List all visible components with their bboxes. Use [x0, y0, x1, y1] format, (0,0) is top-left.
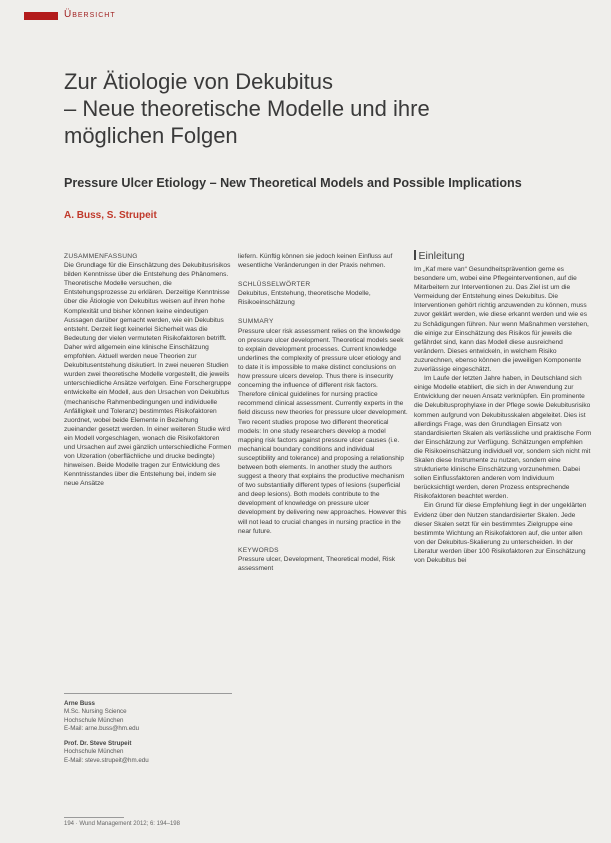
introduction-heading	[414, 250, 592, 263]
keywords-de-heading: SCHLÜSSELWÖRTER	[238, 281, 311, 289]
introduction-paragraph: Ein Grund für diese Empfehlung liegt in der ungeklärten Evidenz über den Nutzen standardisierter Skalen. Jede dieser Skalen setzt für ein bestimmtes Zielgruppe eine bestimmte Wichtung an Risikofaktoren auf, die unter allen von der Dekubitus-Skalierung zu unterscheiden. In der Literatur werden über 100 Risikofaktoren zur Einschätzung von Dekubitus bei	[414, 502, 587, 564]
affiliation-line: Hochschule München	[64, 748, 124, 756]
affiliation-name: Prof. Dr. Steve Strupeit	[64, 740, 132, 747]
column-summary	[238, 252, 408, 573]
introduction-paragraph: Im „Kaf mere van“ Gesundheitsprävention gerne es besondere um, wobei eine Pflegeinterventionen, auf die Mitarbeitern zur Interventionen zu. Das Ziel ist um die Vermeidung der Entstehung eines Dekubitus. Die Interventionen gehört richtig anzuwenden zu können, muss zuvor geklärt werden, wie diese erkannt werden und wie es zu Schädigungen führen. Nur wenn Maßnahmen verstehen, die einige zur Einschätzung des Risikos für jeweils die gefährdet sind, kann das Modell diese ausreichend verändern. Dieses entwickeln, in welchem Risiko zuzurechnen, ebenso können die jeweiligen Komponente zuverlässige eingeschätzt.	[414, 266, 589, 374]
section-marker	[24, 12, 58, 20]
section-label: Übersicht	[64, 9, 116, 20]
column-abstract-de	[64, 252, 232, 488]
abstract-continued: liefern. Künftig können sie jedoch keinen Einfluss auf wesentliche Veränderungen in der Praxis nehmen.	[238, 253, 393, 270]
title-line: – Neue theoretische Modelle und ihre	[64, 96, 430, 121]
affiliation-divider	[64, 693, 232, 694]
affiliation-line: M.Sc. Nursing Science	[64, 708, 127, 716]
keywords-en: Pressure ulcer, Development, Theoretical model, Risk assessment	[238, 555, 396, 572]
abstract-heading: ZUSAMMENFASSUNG	[64, 253, 138, 260]
summary-text: Pressure ulcer risk assessment relies on the knowledge on pressure ulcer development. Theoretical models seek to explain development processes. Current knowledge underlines the complexity of pressure ulcer etiology and to date it is impossible to make distinct conclusions on how pressure ulcers develop. Thus there is insecurity concerning the influence of different risk factors. Therefore clinical guidelines for nursing practice recommend clinical assessment. Currently experts in the field discuss new theories for pressure ulcer development. Two recent studies propose two different theoretical models: In one study researchers develop a model mapping risk factors against pressure ulcer causes (i.e. mechanical boundary conditions and individual susceptibility and tolerance) and proposing a relationship between both elements. In another study the authors suggest a theory that explains the productive mechanism of two substantially different types of lesions (superficial and deep lesions). Both models contribute to the development of knowledge on pressure ulcer development by delivering new approaches. However this will not lead to crucial changes in nursing practice in the near future.	[238, 327, 408, 535]
affiliation-line: Hochschule München	[64, 716, 124, 724]
column-introduction	[414, 250, 592, 565]
summary-heading: SUMMARY	[238, 318, 274, 326]
introduction-paragraph: Im Laufe der letzten Jahre haben, in Deutschland sich einige Modelle etabliert, die sich in der Anwendung zur Entwicklung der neuen Ansatz verknüpfen. Ein prominente die Dekubitusprophylaxe in der Pflege sowie Dekubitusrisiko kommen aufgrund von Dekubitusskalen abgeleitet. Dies ist allerdings Frage, was den Grundlagen Einsatz von standardisierten Skalen als verlässliche und praktische Form der Einschätzung zur Verfügung. Schätzungen empfehlen die Risikoeinschätzung individuell vor, sondern sich nicht mit Skalen diese Instrumente zu nutzen, sondern eine strukturierte klinische Einschätzung vorzunehmen. Dabei sollen Einflussfaktoren anderen vom Individuum berücksichtigt werden, deren Prozess entsprechende Risikofaktoren beachtet werden.	[414, 375, 592, 501]
authors: A. Buss, S. Strupeit	[64, 210, 157, 221]
affiliation-name: Arne Buss	[64, 700, 95, 707]
heading-bar	[414, 250, 416, 260]
affiliation-line: E-Mail: steve.strupeit@hm.edu	[64, 756, 149, 764]
keywords-en-heading: KEYWORDS	[238, 546, 279, 554]
article-title	[64, 68, 584, 149]
affiliation-2	[64, 740, 232, 765]
affiliation-line: E-Mail: arne.buss@hm.edu	[64, 725, 140, 733]
introduction-heading-text: Einleitung	[418, 250, 465, 262]
keywords-de: Dekubitus, Entstehung, theoretische Modelle, Risikoeinschätzung	[238, 290, 371, 307]
page-footer: 194 · Wund Management 2012; 6: 194–198	[64, 821, 180, 827]
title-line: möglichen Folgen	[64, 123, 238, 148]
affiliation-1	[64, 700, 232, 734]
abstract-text: Die Grundlage für die Einschätzung des Dekubitusrisikos bilden Kenntnisse über die Entstehung des Phänomens. Theoretische Modelle versuchen, die Entstehungsprozesse zu erklären. Derzeitige Kenntnisse über die Ätiologie von Dekubitus weisen auf ihren hohe Komplexität und bisher können keine eindeutigen Aussagen darüber gemacht werden, wie ein Dekubitus entsteht. Derzeit liegt keinerlei Sicherheit was die Bedeutung der vielen vermuteten Risikofaktoren betrifft. Daher wird allgemein eine klinische Einschätzung empfohlen. Aktuell werden neue Theorien zur Dekubitusentstehung diskutiert. In zwei neueren Studien wurden zwei theoretische Modelle vorgestellt, die jeweils unterschiedliche Ansätze verfolgen. Eine Forschergruppe entwickelte ein Modell, aus den Ursachen von Dekubitus (mechanische Rahmenbedingungen und individuelle Anfälligkeit und Toleranz) bestimmtes Risikofaktoren zuordnet, wobei beide Elemente in Beziehung zueinander gesetzt werden. In einer weiteren Studie wird ein Modell vorgeschlagen, wonach die Risikofaktoren und Ursachen auf zwei gänzlich unterschiedliche Formen von Ulzeration (oberflächliche und drucke bedingte) hinweisen. Beide Modelle tragen zur Entwicklung des Kenntnisstandes über die Entstehung bei, indem sie neue Ansätze	[64, 262, 232, 488]
footer-divider	[64, 817, 124, 818]
article-subtitle: Pressure Ulcer Etiology – New Theoretical Models and Possible Implications	[64, 176, 522, 190]
title-line: Zur Ätiologie von Dekubitus	[64, 69, 334, 94]
